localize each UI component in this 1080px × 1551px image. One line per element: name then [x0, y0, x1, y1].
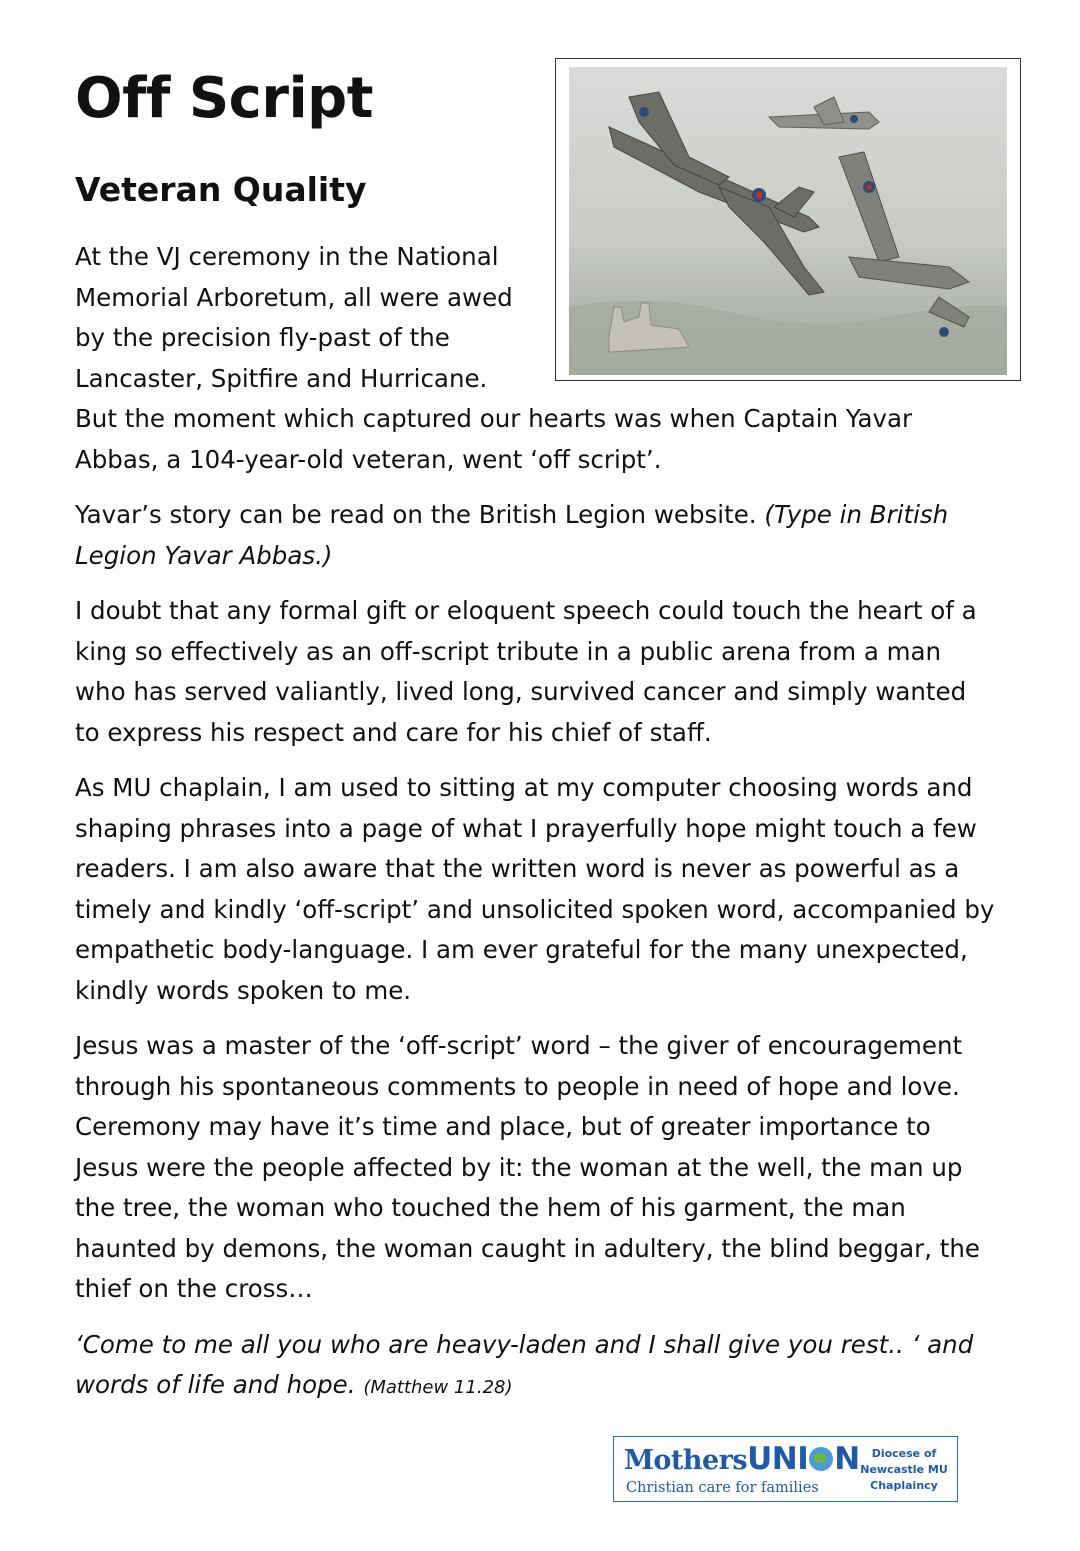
article-body: [75, 237, 995, 1424]
paragraph-intro: At the VJ ceremony in the National Memorial Arboretum, all were awed by the precision fly-past of the Lancaster, Spitfire and Hurricane. But the moment which captured our hearts was when Captain Yavar Abbas, a 104-year-old veteran, went ‘off script’.: [75, 242, 913, 474]
paragraph-legion-note: (Type in British Legion Yavar Abbas.): [75, 500, 949, 570]
quote-reference: (Matthew 11.28): [363, 1377, 513, 1398]
logo-diocese-line1: Diocese of: [871, 1447, 937, 1460]
logo-diocese: [858, 1446, 950, 1494]
image-wrap-spacer: [535, 237, 995, 385]
page-title: Off Script: [75, 66, 374, 131]
paragraph-chaplain: As MU chaplain, I am used to sitting at my computer choosing words and shaping phrases into a page of what I prayerfully hope might touch a few readers. I am also aware that the written word is never as powerful as a timely and kindly ‘off-script’ and unsolicited spoken word, accompanied by empathetic body-language. I am ever grateful for the many unexpected, kindly words spoken to me.: [75, 773, 995, 1005]
paragraph-legion-text: Yavar’s story can be read on the British Legion website.: [75, 500, 765, 529]
paragraph-legion: [75, 495, 995, 576]
paragraph-king: I doubt that any formal gift or eloquent speech could touch the heart of a king so effectively as an off-script tribute in a public arena from a man who has served valiantly, lived long, survived cancer and simply wanted to express his respect and care for his chief of staff.: [75, 596, 977, 747]
page-subtitle: Veteran Quality: [75, 170, 367, 209]
scripture-quote: [75, 1325, 995, 1409]
logo-tagline: Christian care for families: [626, 1480, 819, 1496]
mothers-union-logo: [613, 1436, 958, 1502]
logo-diocese-line3: Chaplaincy: [870, 1479, 938, 1492]
paragraph-jesus: Jesus was a master of the ‘off-script’ word – the giver of encouragement through his spontaneous comments to people in need of hope and love. Ceremony may have it’s time and place, but of greater importance to Jesus were the people affected by it: the woman at the well, the man up the tree, the woman who touched the hem of his garment, the man haunted by demons, the woman caught in adultery, the blind beggar, the thief on the cross…: [75, 1031, 980, 1303]
logo-diocese-line2: Newcastle MU: [860, 1463, 948, 1476]
logo-union-b: N: [834, 1441, 860, 1477]
quote-text: ‘Come to me all you who are heavy-laden and I shall give you rest.. ‘ and words of life and hope.: [75, 1329, 974, 1399]
globe-icon: [809, 1447, 833, 1471]
logo-union-a: UNI: [747, 1441, 809, 1477]
logo-wordmark: [624, 1441, 860, 1477]
logo-mothers: Mothers: [624, 1445, 748, 1476]
